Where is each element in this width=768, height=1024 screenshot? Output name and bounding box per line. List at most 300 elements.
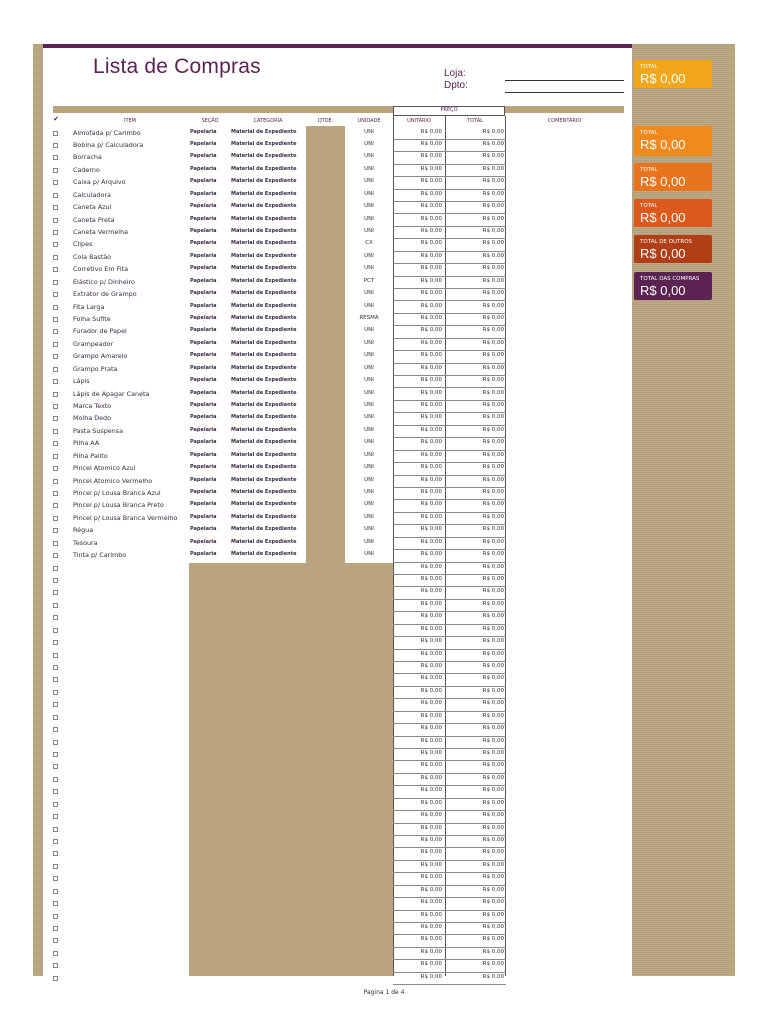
item-name[interactable]: Pincel p/ Lousa Branca Preto [73, 501, 164, 510]
row-checkbox[interactable] [53, 914, 58, 919]
item-preco-unitario[interactable]: R$ 0,00 [420, 377, 442, 384]
item-preco-unitario[interactable]: R$ 0,00 [420, 190, 442, 197]
item-categoria: Material de Expediente [231, 364, 297, 371]
item-unidade: UNI [364, 451, 374, 458]
item-preco-total: R$ 0,00 [482, 899, 504, 906]
row-checkbox[interactable] [53, 578, 58, 583]
item-name[interactable]: Marca Texto [73, 401, 112, 410]
item-preco-unitario[interactable]: R$ 0,00 [420, 277, 442, 284]
col-header-comentario: COMENTÁRIO [547, 118, 582, 124]
item-preco-unitario[interactable]: R$ 0,00 [420, 961, 442, 968]
item-preco-unitario[interactable]: R$ 0,00 [420, 153, 442, 160]
item-preco-unitario[interactable]: R$ 0,00 [420, 948, 442, 955]
row-checkbox[interactable] [53, 640, 58, 645]
item-name[interactable]: Extrator de Grampo [73, 290, 137, 299]
item-categoria: Material de Expediente [231, 190, 297, 197]
row-checkbox[interactable] [53, 143, 58, 148]
item-unidade: UNI [364, 215, 374, 222]
row-checkbox[interactable] [53, 653, 58, 658]
table-row [0, 960, 768, 972]
item-unidade: UNI [364, 389, 374, 396]
item-name[interactable]: Pincel p/ Lousa Branca Azul [73, 488, 161, 497]
item-preco-unitario[interactable]: R$ 0,00 [420, 389, 442, 396]
row-checkbox[interactable] [53, 926, 58, 931]
row-checkbox[interactable] [53, 168, 58, 173]
row-checkbox[interactable] [53, 615, 58, 620]
item-name[interactable]: Pincel Atomico Vermelho [73, 476, 153, 485]
item-preco-unitario[interactable]: R$ 0,00 [420, 290, 442, 297]
item-name[interactable]: Tesoura [73, 538, 98, 547]
dpto-field[interactable] [505, 92, 624, 93]
item-preco-total: R$ 0,00 [482, 861, 504, 868]
table-row [0, 413, 768, 425]
item-preco-total: R$ 0,00 [482, 128, 504, 135]
item-preco-unitario[interactable]: R$ 0,00 [420, 464, 442, 471]
item-preco-unitario[interactable]: R$ 0,00 [420, 774, 442, 781]
item-secao: Papelaria [190, 513, 217, 520]
item-preco-unitario[interactable]: R$ 0,00 [420, 538, 442, 545]
row-checkbox[interactable] [53, 839, 58, 844]
item-preco-unitario[interactable]: R$ 0,00 [420, 501, 442, 508]
item-preco-total: R$ 0,00 [482, 513, 504, 520]
item-secao: Papelaria [190, 476, 217, 483]
item-preco-unitario[interactable]: R$ 0,00 [420, 551, 442, 558]
item-preco-unitario[interactable]: R$ 0,00 [420, 687, 442, 694]
item-name[interactable]: Almofada p/ Carimbo [73, 128, 141, 137]
item-name[interactable]: Caderno [73, 165, 100, 174]
item-name[interactable]: Corretivo Em Fita [73, 265, 129, 274]
item-preco-unitario[interactable]: R$ 0,00 [420, 799, 442, 806]
item-preco-unitario[interactable]: R$ 0,00 [420, 414, 442, 421]
item-secao: Papelaria [190, 501, 217, 508]
item-unidade: UNI [364, 252, 374, 259]
item-preco-unitario[interactable]: R$ 0,00 [420, 837, 442, 843]
item-unidade: UNI [364, 513, 374, 520]
row-checkbox[interactable] [53, 155, 58, 160]
item-name[interactable]: Grampo Amarelo [73, 352, 128, 361]
item-preco-unitario[interactable]: R$ 0,00 [420, 476, 442, 483]
item-preco-unitario[interactable]: R$ 0,00 [420, 762, 442, 769]
row-checkbox[interactable] [53, 951, 58, 956]
item-categoria: Material de Expediente [231, 240, 297, 247]
row-checkbox[interactable] [53, 292, 58, 297]
item-name[interactable]: Grampeador [73, 339, 114, 348]
item-preco-unitario[interactable]: R$ 0,00 [420, 712, 442, 719]
item-preco-unitario[interactable]: R$ 0,00 [420, 575, 442, 582]
row-checkbox[interactable] [53, 367, 58, 372]
row-checkbox[interactable] [53, 764, 58, 769]
col-header-unitario: UNITÁRIO [407, 118, 431, 124]
item-unidade: UNI [364, 227, 374, 234]
row-checkbox[interactable] [53, 242, 58, 247]
item-preco-unitario[interactable]: R$ 0,00 [420, 426, 442, 433]
row-checkbox[interactable] [53, 802, 58, 807]
item-secao: Papelaria [190, 153, 217, 160]
table-row [0, 973, 768, 985]
item-name[interactable]: Lápis de Apagar Caneta [73, 389, 150, 398]
item-preco-total: R$ 0,00 [482, 849, 504, 856]
row-checkbox[interactable] [53, 230, 58, 235]
item-name[interactable]: Clipes [73, 240, 93, 249]
item-name[interactable]: Folha Sufite [73, 314, 111, 323]
row-checkbox[interactable] [53, 516, 58, 521]
row-checkbox[interactable] [53, 342, 58, 347]
item-preco-unitario[interactable]: R$ 0,00 [420, 563, 442, 570]
item-name[interactable]: Fita Larga [73, 302, 105, 311]
item-preco-total: R$ 0,00 [482, 439, 504, 446]
item-unidade: UNI [364, 501, 374, 508]
total-card-value: R$ 0,00 [640, 174, 686, 189]
item-preco-unitario[interactable]: R$ 0,00 [420, 625, 442, 632]
item-categoria: Material de Expediente [231, 439, 297, 446]
table-row [0, 724, 768, 736]
item-preco-unitario[interactable]: R$ 0,00 [420, 203, 442, 210]
row-checkbox[interactable] [53, 305, 58, 310]
row-checkbox[interactable] [53, 429, 58, 434]
item-secao: Papelaria [190, 178, 217, 185]
item-unidade: UNI [364, 364, 374, 371]
item-preco-unitario[interactable]: R$ 0,00 [420, 128, 442, 135]
item-preco-unitario[interactable]: R$ 0,00 [420, 861, 442, 868]
item-preco-total: R$ 0,00 [482, 824, 504, 831]
table-row [0, 650, 768, 662]
item-unidade: UNI [364, 538, 374, 545]
item-preco-total: R$ 0,00 [482, 215, 504, 222]
page-title: Lista de Compras [93, 55, 261, 78]
item-unidade: UNI [364, 178, 374, 185]
row-checkbox[interactable] [53, 503, 58, 508]
row-checkbox[interactable] [53, 267, 58, 272]
table-row [0, 861, 768, 873]
row-checkbox[interactable] [53, 789, 58, 794]
item-preco-unitario[interactable]: R$ 0,00 [420, 936, 442, 943]
item-preco-unitario[interactable]: R$ 0,00 [420, 812, 442, 819]
item-preco-unitario[interactable]: R$ 0,00 [420, 488, 442, 495]
row-checkbox[interactable] [53, 131, 58, 136]
item-preco-unitario[interactable]: R$ 0,00 [420, 178, 442, 185]
row-checkbox[interactable] [53, 180, 58, 185]
table-row [0, 538, 768, 550]
table-row [0, 376, 768, 388]
item-preco-total: R$ 0,00 [482, 750, 504, 756]
table-row [0, 451, 768, 463]
table-row [0, 587, 768, 599]
item-categoria: Material de Expediente [231, 140, 297, 147]
row-checkbox[interactable] [53, 255, 58, 260]
row-checkbox[interactable] [53, 938, 58, 943]
item-preco-unitario[interactable]: R$ 0,00 [420, 314, 442, 321]
item-preco-unitario[interactable]: R$ 0,00 [420, 638, 442, 645]
row-checkbox[interactable] [53, 280, 58, 285]
item-preco-total: R$ 0,00 [482, 488, 504, 495]
item-preco-unitario[interactable]: R$ 0,00 [420, 675, 442, 682]
item-preco-total: R$ 0,00 [482, 377, 504, 384]
item-categoria: Material de Expediente [231, 426, 297, 433]
item-name[interactable]: Caneta Preta [73, 215, 115, 224]
row-checkbox[interactable] [53, 963, 58, 968]
table-row [0, 351, 768, 363]
item-preco-total: R$ 0,00 [482, 625, 504, 632]
col-header-item: ITEM [123, 118, 136, 124]
table-row [0, 302, 768, 314]
item-preco-unitario[interactable]: R$ 0,00 [420, 252, 442, 259]
table-row [0, 600, 768, 612]
item-secao: Papelaria [190, 526, 217, 533]
item-name[interactable]: Pasta Suspensa [73, 426, 123, 435]
table-row [0, 500, 768, 512]
total-card-label: TOTAL [640, 203, 658, 209]
table-row [0, 886, 768, 898]
item-name[interactable]: Cola Bastão [73, 252, 112, 261]
row-checkbox[interactable] [53, 976, 58, 981]
row-checkbox[interactable] [53, 702, 58, 707]
item-preco-unitario[interactable]: R$ 0,00 [420, 613, 442, 620]
dpto-label: Dpto: [444, 80, 468, 91]
item-preco-unitario[interactable]: R$ 0,00 [420, 227, 442, 234]
item-preco-total: R$ 0,00 [482, 476, 504, 483]
item-name[interactable]: Tinta p/ Carimbo [73, 551, 127, 560]
row-checkbox[interactable] [53, 354, 58, 359]
item-preco-unitario[interactable]: R$ 0,00 [420, 911, 442, 918]
total-card-label: TOTAL [640, 64, 658, 70]
item-name[interactable]: Calculadora [73, 190, 111, 199]
item-preco-total: R$ 0,00 [482, 613, 504, 620]
item-unidade: UNI [364, 302, 374, 309]
row-checkbox[interactable] [53, 827, 58, 832]
row-checkbox[interactable] [53, 379, 58, 384]
row-checkbox[interactable] [53, 851, 58, 856]
item-preco-unitario[interactable]: R$ 0,00 [420, 849, 442, 856]
item-categoria: Material de Expediente [231, 215, 297, 222]
table-row [0, 848, 768, 860]
item-secao: Papelaria [190, 128, 217, 135]
table-row [0, 873, 768, 885]
item-categoria: Material de Expediente [231, 203, 297, 210]
item-preco-unitario[interactable]: R$ 0,00 [420, 899, 442, 906]
row-checkbox[interactable] [53, 218, 58, 223]
row-checkbox[interactable] [53, 491, 58, 496]
item-name[interactable]: Pilha AA [73, 439, 100, 448]
row-checkbox[interactable] [53, 727, 58, 732]
page-footer: Pagina 1 de 4 [363, 989, 405, 996]
item-preco-unitario[interactable]: R$ 0,00 [420, 513, 442, 520]
item-preco-total: R$ 0,00 [482, 501, 504, 508]
table-row [0, 811, 768, 823]
item-secao: Papelaria [190, 190, 217, 197]
item-preco-unitario[interactable]: R$ 0,00 [420, 302, 442, 309]
table-row [0, 550, 768, 562]
row-checkbox[interactable] [53, 193, 58, 198]
item-preco-unitario[interactable]: R$ 0,00 [420, 327, 442, 334]
item-categoria: Material de Expediente [231, 227, 297, 234]
item-preco-unitario[interactable]: R$ 0,00 [420, 451, 442, 458]
table-row [0, 438, 768, 450]
item-unidade: UNI [364, 439, 374, 446]
item-preco-unitario[interactable]: R$ 0,00 [420, 874, 442, 881]
row-checkbox[interactable] [53, 454, 58, 459]
row-checkbox[interactable] [53, 317, 58, 322]
item-preco-total: R$ 0,00 [482, 799, 504, 806]
item-preco-total: R$ 0,00 [482, 339, 504, 346]
row-checkbox[interactable] [53, 752, 58, 757]
row-checkbox[interactable] [53, 329, 58, 334]
item-preco-unitario[interactable]: R$ 0,00 [420, 886, 442, 893]
row-checkbox[interactable] [53, 690, 58, 695]
row-checkbox[interactable] [53, 541, 58, 546]
item-preco-total: R$ 0,00 [482, 600, 504, 607]
row-checkbox[interactable] [53, 528, 58, 533]
item-unidade: UNI [364, 526, 374, 533]
total-card-outros [634, 235, 712, 263]
total-card-label: TOTAL [640, 130, 658, 136]
item-name[interactable]: Grampo Prata [73, 364, 118, 373]
item-name[interactable]: Pincel p/ Lousa Branca Vermelho [73, 513, 178, 522]
loja-field[interactable] [505, 80, 624, 81]
item-preco-unitario[interactable]: R$ 0,00 [420, 140, 442, 147]
item-preco-unitario[interactable]: R$ 0,00 [420, 364, 442, 371]
item-preco-unitario[interactable]: R$ 0,00 [420, 725, 442, 732]
row-checkbox[interactable] [53, 677, 58, 682]
item-categoria: Material de Expediente [231, 389, 297, 396]
item-preco-total: R$ 0,00 [482, 762, 504, 769]
item-secao: Papelaria [190, 240, 217, 247]
item-preco-unitario[interactable]: R$ 0,00 [420, 600, 442, 607]
item-preco-total: R$ 0,00 [482, 700, 504, 707]
row-checkbox[interactable] [53, 590, 58, 595]
table-row [0, 749, 768, 761]
item-preco-total: R$ 0,00 [482, 190, 504, 197]
row-checkbox[interactable] [53, 566, 58, 571]
item-secao: Papelaria [190, 203, 217, 210]
item-name[interactable]: Caneta Vermelha [73, 227, 129, 236]
row-checkbox[interactable] [53, 392, 58, 397]
item-preco-total: R$ 0,00 [482, 401, 504, 408]
item-preco-unitario[interactable]: R$ 0,00 [420, 650, 442, 657]
item-name[interactable]: Caneta Azul [73, 203, 112, 212]
item-preco-total: R$ 0,00 [482, 364, 504, 371]
row-checkbox[interactable] [53, 553, 58, 558]
item-name[interactable]: Pilha Palito [73, 451, 108, 460]
row-checkbox[interactable] [53, 864, 58, 869]
item-unidade: UNI [364, 414, 374, 421]
row-checkbox[interactable] [53, 740, 58, 745]
row-checkbox[interactable] [53, 715, 58, 720]
item-preco-total: R$ 0,00 [482, 924, 504, 931]
item-name[interactable]: Régua [73, 526, 94, 535]
item-unidade: CX [365, 240, 373, 247]
item-preco-unitario[interactable]: R$ 0,00 [420, 662, 442, 669]
table-row [0, 563, 768, 575]
total-card-value: R$ 0,00 [640, 137, 686, 152]
row-checkbox[interactable] [53, 404, 58, 409]
item-preco-unitario[interactable]: R$ 0,00 [420, 401, 442, 408]
table-row [0, 923, 768, 935]
item-preco-unitario[interactable]: R$ 0,00 [420, 439, 442, 446]
item-categoria: Material de Expediente [231, 339, 297, 346]
item-secao: Papelaria [190, 227, 217, 234]
item-preco-unitario[interactable]: R$ 0,00 [420, 750, 442, 756]
item-categoria: Material de Expediente [231, 327, 297, 334]
item-preco-total: R$ 0,00 [482, 886, 504, 893]
row-checkbox[interactable] [53, 416, 58, 421]
row-checkbox[interactable] [53, 205, 58, 210]
row-checkbox[interactable] [53, 889, 58, 894]
item-unidade: UNI [364, 476, 374, 483]
row-checkbox[interactable] [53, 479, 58, 484]
item-preco-total: R$ 0,00 [482, 973, 504, 980]
col-header-preco: PREÇO [440, 107, 458, 113]
item-preco-unitario[interactable]: R$ 0,00 [420, 737, 442, 744]
item-name[interactable]: Lápis [73, 377, 90, 386]
row-checkbox[interactable] [53, 876, 58, 881]
item-categoria: Material de Expediente [231, 265, 297, 272]
item-preco-total: R$ 0,00 [482, 650, 504, 657]
item-preco-total: R$ 0,00 [482, 327, 504, 334]
item-preco-unitario[interactable]: R$ 0,00 [420, 526, 442, 533]
table-row [0, 339, 768, 351]
item-preco-unitario[interactable]: R$ 0,00 [420, 700, 442, 707]
item-name[interactable]: Pincel Atomico Azul [73, 464, 136, 473]
item-categoria: Material de Expediente [231, 464, 297, 471]
col-header-qtde: QTDE. [317, 118, 334, 124]
row-checkbox[interactable] [53, 901, 58, 906]
item-name[interactable]: Furador de Papel [73, 327, 127, 336]
total-card-2 [634, 126, 712, 156]
row-checkbox[interactable] [53, 441, 58, 446]
item-secao: Papelaria [190, 464, 217, 471]
row-checkbox[interactable] [53, 466, 58, 471]
item-preco-unitario[interactable]: R$ 0,00 [420, 588, 442, 595]
row-checkbox[interactable] [53, 628, 58, 633]
item-name[interactable]: Elástico p/ Dinheiro [73, 277, 135, 286]
item-preco-unitario[interactable]: R$ 0,00 [420, 215, 442, 222]
row-checkbox[interactable] [53, 814, 58, 819]
item-preco-total: R$ 0,00 [482, 140, 504, 147]
item-preco-unitario[interactable]: R$ 0,00 [420, 824, 442, 831]
item-unidade: UNI [364, 426, 374, 433]
row-checkbox[interactable] [53, 665, 58, 670]
item-preco-total: R$ 0,00 [482, 687, 504, 694]
item-preco-total: R$ 0,00 [482, 314, 504, 321]
item-preco-unitario[interactable]: R$ 0,00 [420, 924, 442, 931]
item-name[interactable]: Molha Dedo [73, 414, 112, 423]
item-name[interactable]: Caixa p/ Arquivo [73, 178, 126, 187]
item-unidade: UNI [364, 128, 374, 135]
item-preco-unitario[interactable]: R$ 0,00 [420, 339, 442, 346]
item-unidade: UNI [364, 165, 374, 172]
item-secao: Papelaria [190, 165, 217, 172]
item-name[interactable]: Bobina p/ Calculadora [73, 140, 144, 149]
row-checkbox[interactable] [53, 603, 58, 608]
item-secao: Papelaria [190, 302, 217, 309]
item-unidade: UNI [364, 488, 374, 495]
table-row [0, 699, 768, 711]
item-preco-unitario[interactable]: R$ 0,00 [420, 165, 442, 172]
row-checkbox[interactable] [53, 777, 58, 782]
table-row [0, 712, 768, 724]
table-row [0, 761, 768, 773]
item-name[interactable]: Borracha [73, 153, 102, 162]
item-preco-unitario[interactable]: R$ 0,00 [420, 352, 442, 359]
table-row [0, 898, 768, 910]
item-preco-unitario[interactable]: R$ 0,00 [420, 265, 442, 272]
item-preco-total: R$ 0,00 [482, 203, 504, 210]
item-preco-unitario[interactable]: R$ 0,00 [420, 973, 442, 980]
item-preco-unitario[interactable]: R$ 0,00 [420, 240, 442, 247]
item-preco-total: R$ 0,00 [482, 265, 504, 272]
total-card-label: TOTAL [640, 167, 658, 173]
item-preco-unitario[interactable]: R$ 0,00 [420, 787, 442, 794]
